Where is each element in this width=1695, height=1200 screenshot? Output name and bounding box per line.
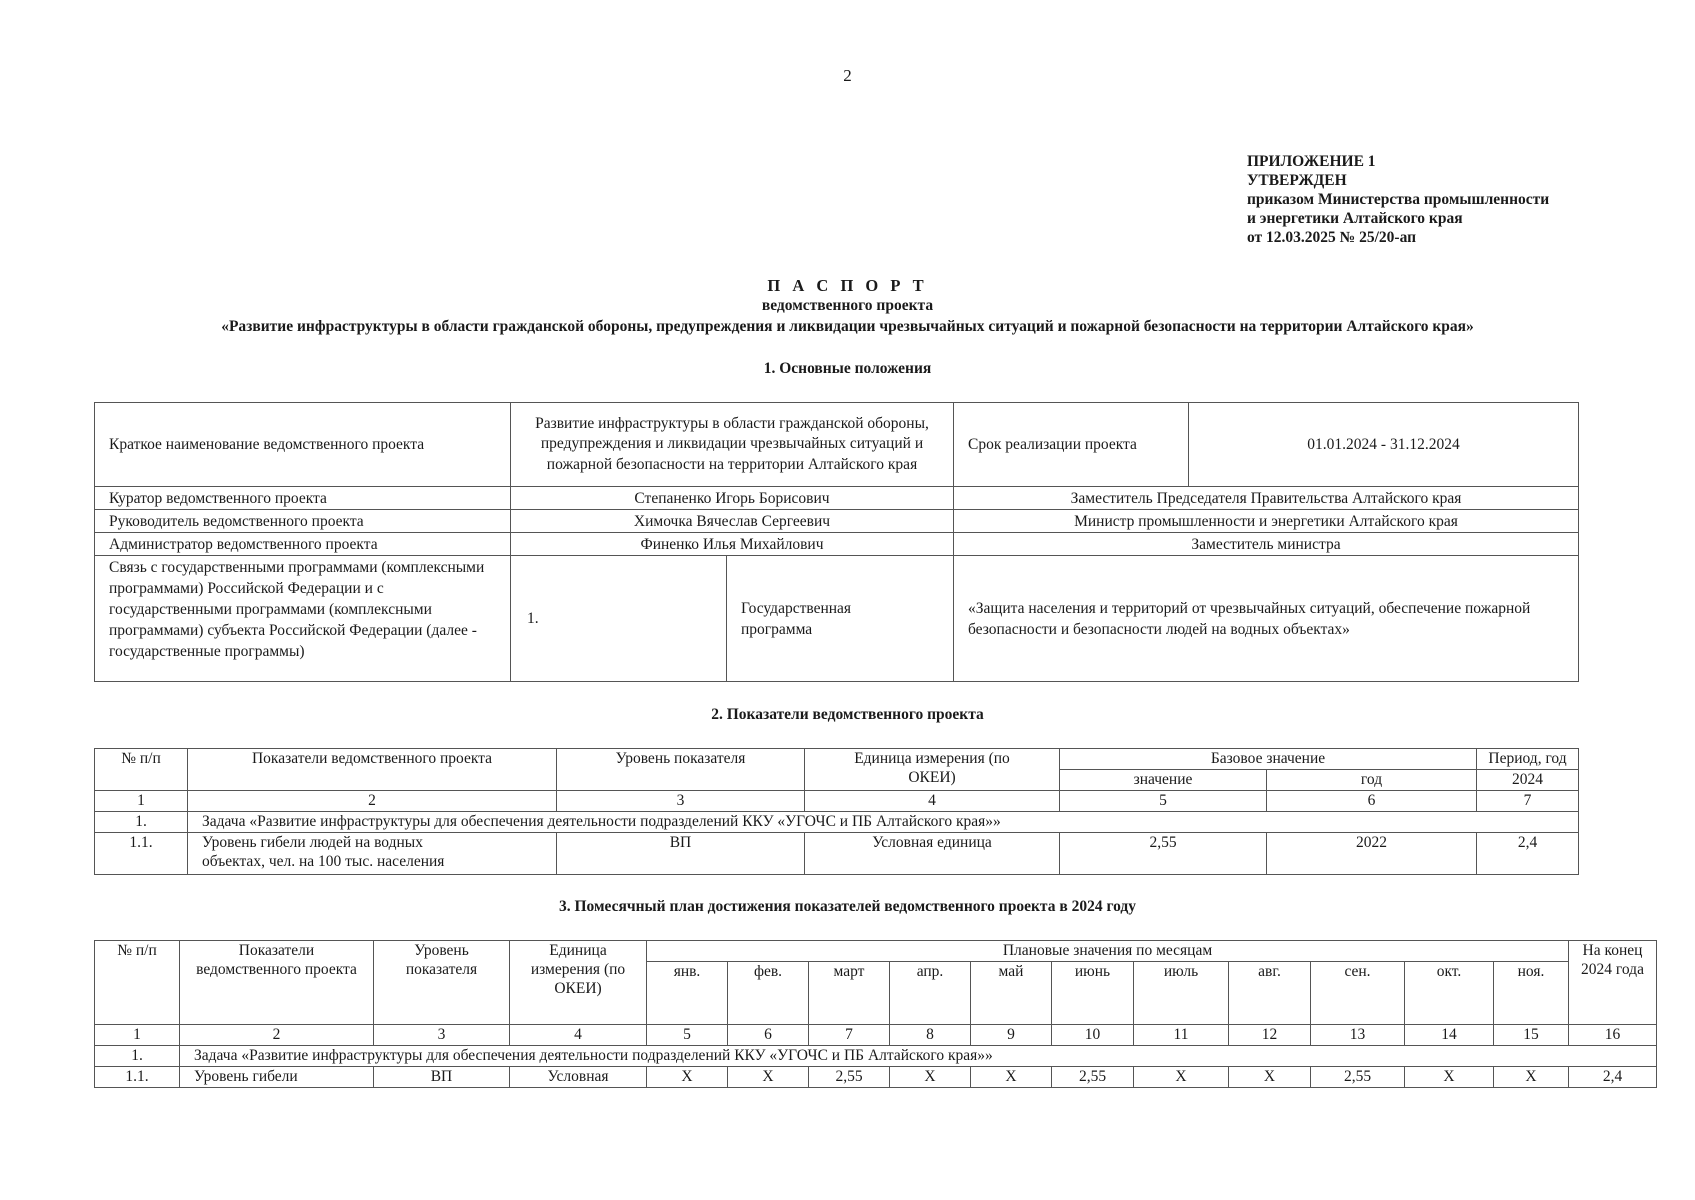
term-label: Срок реализации проекта (954, 403, 1189, 487)
month-apr: апр. (890, 962, 971, 1025)
row-month-value: X (728, 1067, 809, 1088)
month-sep: сен. (1311, 962, 1405, 1025)
column-number: 1 (95, 1025, 180, 1046)
column-number: 13 (1311, 1025, 1405, 1046)
column-numbers-row (95, 1025, 1657, 1046)
column-number: 7 (1477, 791, 1579, 812)
task-text: Задача «Развитие инфраструктуры для обеспечения деятельности подразделений ККУ «УГОЧС и ПБ Алтайского края»» (180, 1046, 1657, 1067)
row-month-value: X (890, 1067, 971, 1088)
month-jun: июнь (1052, 962, 1134, 1025)
task-number: 1. (95, 1046, 180, 1067)
row-month-value: X (1405, 1067, 1494, 1088)
col-header-period: Период, год (1477, 749, 1579, 770)
program-link-type: Государственная программа (727, 556, 954, 682)
appendix-line: ПРИЛОЖЕНИЕ 1 (1247, 153, 1376, 170)
col-header-level: Уровень показателя (374, 941, 510, 1025)
row-unit: Условная единица (805, 833, 1060, 875)
col-header-base-year: год (1267, 770, 1477, 791)
month-aug: авг. (1229, 962, 1311, 1025)
month-mar: март (809, 962, 890, 1025)
month-feb: фев. (728, 962, 809, 1025)
program-link-label: Связь с государственными программами (комплексными программами) Российской Федерации и с государственными программами (комплексными программами) субъекта Российской Федерации (далее - государственные программы) (95, 556, 511, 682)
term-value: 01.01.2024 - 31.12.2024 (1189, 403, 1579, 487)
column-number: 12 (1229, 1025, 1311, 1046)
month-may: май (971, 962, 1052, 1025)
head-name: Химочка Вячеслав Сергеевич (511, 510, 954, 533)
month-jul: июль (1134, 962, 1229, 1025)
column-number: 3 (557, 791, 805, 812)
head-position: Министр промышленности и энергетики Алтайского края (954, 510, 1579, 533)
short-name-label: Краткое наименование ведомственного проекта (95, 403, 511, 487)
col-header-base-value: значение (1060, 770, 1267, 791)
appendix-line: приказом Министерства промышленности (1247, 191, 1550, 208)
admin-position: Заместитель министра (954, 533, 1579, 556)
program-link-number: 1. (511, 556, 727, 682)
curator-position: Заместитель Председателя Правительства Алтайского края (954, 487, 1579, 510)
document-subtitle: ведомственного проекта (761, 297, 934, 314)
column-number: 8 (890, 1025, 971, 1046)
short-name-value: Развитие инфраструктуры в области гражданской обороны, предупреждения и ликвидации чрезвычайных ситуаций и пожарной безопасности на территории Алтайского края (511, 403, 954, 487)
col-header-unit: Единица измерения (по ОКЕИ) (805, 749, 1060, 791)
task-text: Задача «Развитие инфраструктуры для обеспечения деятельности подразделений ККУ «УГОЧС и ПБ Алтайского края»» (188, 812, 1579, 833)
column-number: 16 (1569, 1025, 1657, 1046)
admin-label: Администратор ведомственного проекта (95, 533, 511, 556)
appendix-line: УТВЕРЖДЕН (1247, 172, 1347, 189)
column-number: 15 (1494, 1025, 1569, 1046)
column-number: 2 (180, 1025, 374, 1046)
section3-heading: 3. Помесячный план достижения показателей ведомственного проекта в 2024 году (558, 898, 1137, 915)
month-oct: окт. (1405, 962, 1494, 1025)
row-indicator: Уровень гибели людей на водных объектах, чел. на 100 тыс. населения (188, 833, 557, 875)
col-header-period-year: 2024 (1477, 770, 1579, 791)
column-number: 11 (1134, 1025, 1229, 1046)
row-number: 1.1. (95, 833, 188, 875)
appendix-line: и энергетики Алтайского края (1247, 210, 1463, 227)
section1-heading: 1. Основные положения (763, 360, 932, 377)
column-number: 2 (188, 791, 557, 812)
col-header-indicator: Показатели ведомственного проекта (188, 749, 557, 791)
month-jan: янв. (647, 962, 728, 1025)
table-row (95, 833, 1579, 875)
head-label: Руководитель ведомственного проекта (95, 510, 511, 533)
month-nov: ноя. (1494, 962, 1569, 1025)
column-number: 5 (1060, 791, 1267, 812)
column-number: 3 (374, 1025, 510, 1046)
column-number: 1 (95, 791, 188, 812)
task-row (95, 1046, 1657, 1067)
program-link-name: «Защита населения и территорий от чрезвычайных ситуаций, обеспечение пожарной безопасности и безопасности людей на водных объектах» (954, 556, 1579, 682)
column-number: 9 (971, 1025, 1052, 1046)
monthly-plan-table (94, 940, 1657, 1088)
task-row (95, 812, 1579, 833)
row-month-value: X (1494, 1067, 1569, 1088)
row-month-value: X (971, 1067, 1052, 1088)
row-period-value: 2,4 (1477, 833, 1579, 875)
admin-name: Финенко Илья Михайлович (511, 533, 954, 556)
col-header-end: На конец 2024 года (1569, 941, 1657, 1025)
col-header-num: № п/п (95, 749, 188, 791)
appendix-block (1247, 152, 1549, 247)
row-month-value: X (647, 1067, 728, 1088)
row-level: ВП (557, 833, 805, 875)
col-header-num: № п/п (95, 941, 180, 1025)
table-row (95, 1067, 1657, 1088)
col-header-base: Базовое значение (1060, 749, 1477, 770)
column-number: 4 (510, 1025, 647, 1046)
appendix-line: от 12.03.2025 № 25/20-ап (1247, 229, 1417, 246)
curator-name: Степаненко Игорь Борисович (511, 487, 954, 510)
section2-heading: 2. Показатели ведомственного проекта (711, 706, 984, 723)
row-month-value: 2,55 (809, 1067, 890, 1088)
task-number: 1. (95, 812, 188, 833)
row-level: ВП (374, 1067, 510, 1088)
column-number: 4 (805, 791, 1060, 812)
row-month-value: 2,55 (1052, 1067, 1134, 1088)
row-month-value: 2,55 (1311, 1067, 1405, 1088)
column-number: 6 (728, 1025, 809, 1046)
column-numbers-row (95, 791, 1579, 812)
row-unit: Условная (510, 1067, 647, 1088)
column-number: 5 (647, 1025, 728, 1046)
row-base-year: 2022 (1267, 833, 1477, 875)
row-base-value: 2,55 (1060, 833, 1267, 875)
indicators-table (94, 748, 1579, 875)
column-number: 6 (1267, 791, 1477, 812)
col-header-level: Уровень показателя (557, 749, 805, 791)
col-header-indicator: Показатели ведомственного проекта (180, 941, 374, 1025)
column-number: 7 (809, 1025, 890, 1046)
page-number: 2 (843, 66, 852, 85)
main-provisions-table (94, 402, 1579, 682)
row-indicator: Уровень гибели (180, 1067, 374, 1088)
row-number: 1.1. (95, 1067, 180, 1088)
row-month-value: X (1134, 1067, 1229, 1088)
project-name: «Развитие инфраструктуры в области гражданской обороны, предупреждения и ликвидации чрезвычайных ситуаций и пожарной безопасности на территории Алтайского края» (221, 318, 1474, 335)
column-number: 14 (1405, 1025, 1494, 1046)
curator-label: Куратор ведомственного проекта (95, 487, 511, 510)
row-end-value: 2,4 (1569, 1067, 1657, 1088)
document-title: П А С П О Р Т (767, 276, 928, 295)
col-header-unit: Единица измерения (по ОКЕИ) (510, 941, 647, 1025)
column-number: 10 (1052, 1025, 1134, 1046)
col-header-plan: Плановые значения по месяцам (647, 941, 1569, 962)
row-month-value: X (1229, 1067, 1311, 1088)
